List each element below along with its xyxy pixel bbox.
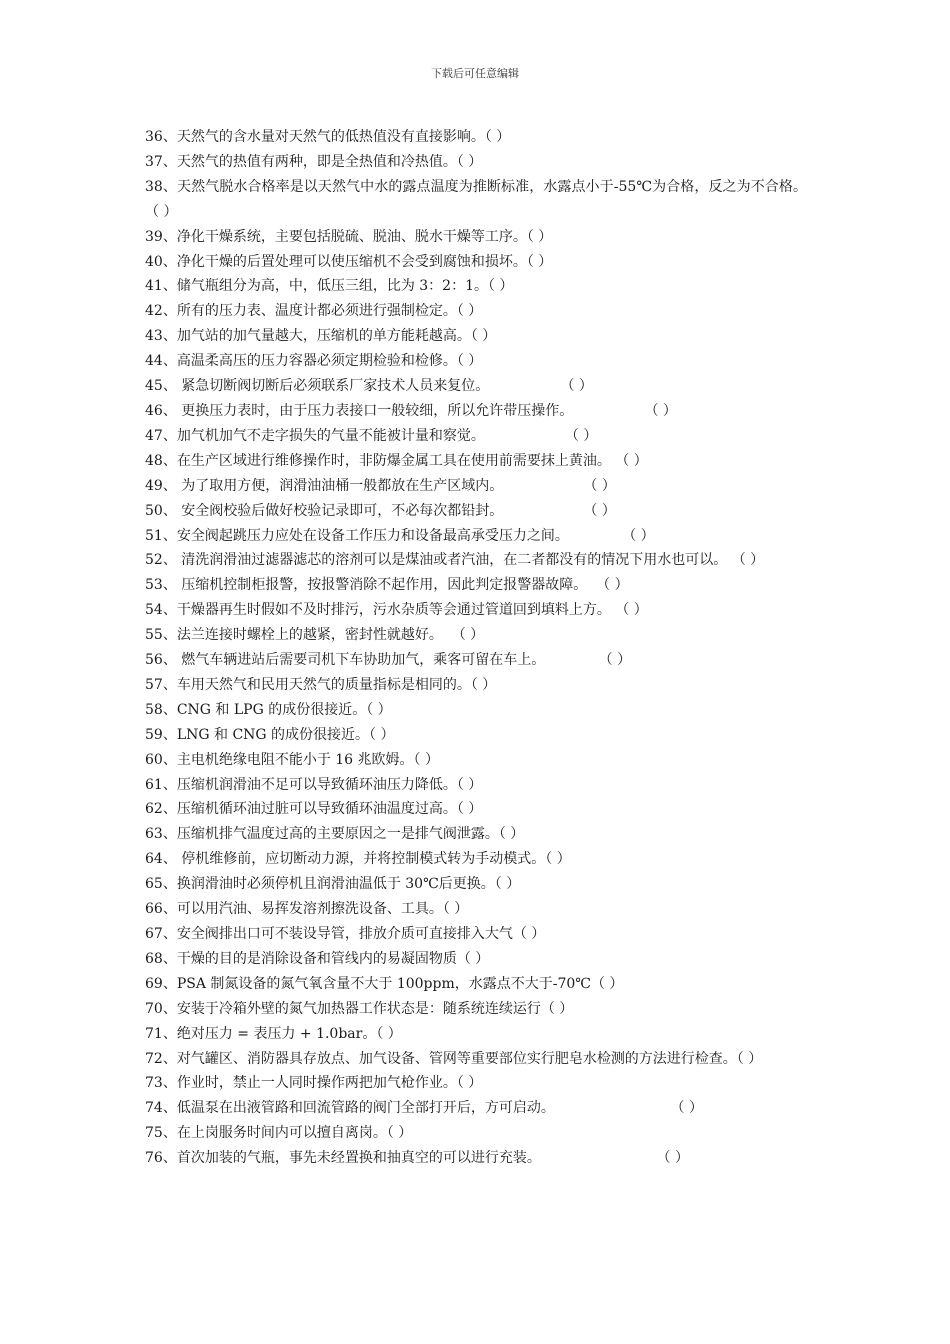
question-item: 60、主电机绝缘电阻不能小于 16 兆欧姆。（ ） <box>145 751 439 768</box>
question-item: 73、作业时，禁止一人同时操作两把加气枪作业。（ ） <box>145 1075 483 1092</box>
question-item: 69、PSA 制氮设备的氮气氧含量不大于 100ppm，水露点不大于-70℃（ ） <box>145 975 624 992</box>
question-item: 65、换润滑油时必须停机且润滑油温低于 30℃后更换。（ ） <box>145 876 521 893</box>
question-item: 67、安全阀排出口可不装设导管，排放介质可直接排入大气（ ） <box>145 926 546 942</box>
question-item: 46、 更换压力表时，由于压力表接口一般较细，所以允许带压操作。 （ ） <box>145 402 677 419</box>
question-item: 62、压缩机循环油过脏可以导致循环油温度过高。（ ） <box>145 801 483 818</box>
question-item: 75、在上岗服务时间内可以擅自离岗。（ ） <box>145 1125 413 1142</box>
question-item: 61、压缩机润滑油不足可以导致循环油压力降低。（ ） <box>145 776 483 793</box>
question-list <box>145 125 807 1171</box>
question-item: 74、低温泵在出液管路和回流管路的阀门全部打开后，方可启动。 （ ） <box>145 1100 703 1117</box>
question-item: 56、 燃气车辆进站后需要司机下车协助加气，乘客可留在车上。 （ ） <box>145 652 632 669</box>
question-item: 40、净化干燥的后置处理可以使压缩机不会受到腐蚀和损坏。（ ） <box>145 253 553 270</box>
question-item: 76、首次加装的气瓶，事先未经置换和抽真空的可以进行充装。 （ ） <box>145 1150 689 1167</box>
question-item: 63、压缩机排气温度过高的主要原因之一是排气阀泄露。（ ） <box>145 826 525 843</box>
question-item: 38、天然气脱水合格率是以天然气中水的露点温度为推断标准，水露点小于-55℃为合格，反之为不合格。（ ） <box>145 178 807 220</box>
question-item: 59、LNG 和 CNG 的成份很接近。（ ） <box>145 726 395 743</box>
question-item: 41、储气瓶组分为高，中，低压三组，比为 3：2：1。（ ） <box>145 278 514 295</box>
question-item: 57、车用天然气和民用天然气的质量指标是相同的。（ ） <box>145 676 497 693</box>
question-item: 48、在生产区域进行维修操作时，非防爆金属工具在使用前需要抹上黄油。 （ ） <box>145 452 648 469</box>
question-item: 53、 压缩机控制柜报警，按报警消除不起作用，因此判定报警器故障。 （ ） <box>145 577 629 594</box>
question-item: 71、绝对压力 = 表压力 + 1.0bar。（ ） <box>145 1025 402 1042</box>
question-item: 70、安装于冷箱外壁的氮气加热器工作状态是：随系统连续运行（ ） <box>145 1000 574 1017</box>
question-item: 55、法兰连接时螺栓上的越紧，密封性就越好。 （ ） <box>145 627 485 644</box>
question-item: 49、 为了取用方便，润滑油油桶一般都放在生产区域内。 （ ） <box>145 477 616 494</box>
page-header: 下载后可任意编辑 <box>431 67 519 80</box>
question-item: 72、对气罐区、消防器具存放点、加气设备、管网等重要部位实行肥皂水检测的方法进行检查。（ ） <box>145 1050 763 1067</box>
question-item: 36、天然气的含水量对天然气的低热值没有直接影响。（ ） <box>145 129 511 145</box>
question-item: 50、 安全阀校验后做好校验记录即可，不必每次都铅封。 （ ） <box>145 502 616 519</box>
question-item: 45、 紧急切断阀切断后必须联系厂家技术人员来复位。 （ ） <box>145 378 593 395</box>
question-item: 68、干燥的目的是消除设备和管线内的易凝固物质（ ） <box>145 950 490 967</box>
question-item: 44、高温柔高压的压力容器必须定期检验和检修。（ ） <box>145 353 483 370</box>
question-item: 47、加气机加气不走字损失的气量不能被计量和察觉。 （ ） <box>145 427 598 444</box>
question-item: 37、天然气的热值有两种，即是全热值和冷热值。（ ） <box>145 153 483 170</box>
question-item: 42、所有的压力表、温度计都必须进行强制检定。（ ） <box>145 303 483 320</box>
question-item: 51、安全阀起跳压力应处在设备工作压力和设备最高承受压力之间。 （ ） <box>145 527 655 544</box>
question-item: 52、 清洗润滑油过滤器滤芯的溶剂可以是煤油或者汽油，在二者都没有的情况下用水也可以。 （ ） <box>145 552 765 569</box>
question-item: 39、净化干燥系统，主要包括脱硫、脱油、脱水干燥等工序。（ ） <box>145 228 553 245</box>
question-item: 43、加气站的加气量越大，压缩机的单方能耗越高。（ ） <box>145 328 497 345</box>
question-item: 58、CNG 和 LPG 的成份很接近。（ ） <box>145 701 392 718</box>
question-item: 64、 停机维修前，应切断动力源，并将控制模式转为手动模式。（ ） <box>145 851 571 868</box>
question-item: 66、可以用汽油、易挥发溶剂擦洗设备、工具。（ ） <box>145 901 469 918</box>
question-item: 54、干燥器再生时假如不及时排污，污水杂质等会通过管道回到填料上方。 （ ） <box>145 602 648 619</box>
